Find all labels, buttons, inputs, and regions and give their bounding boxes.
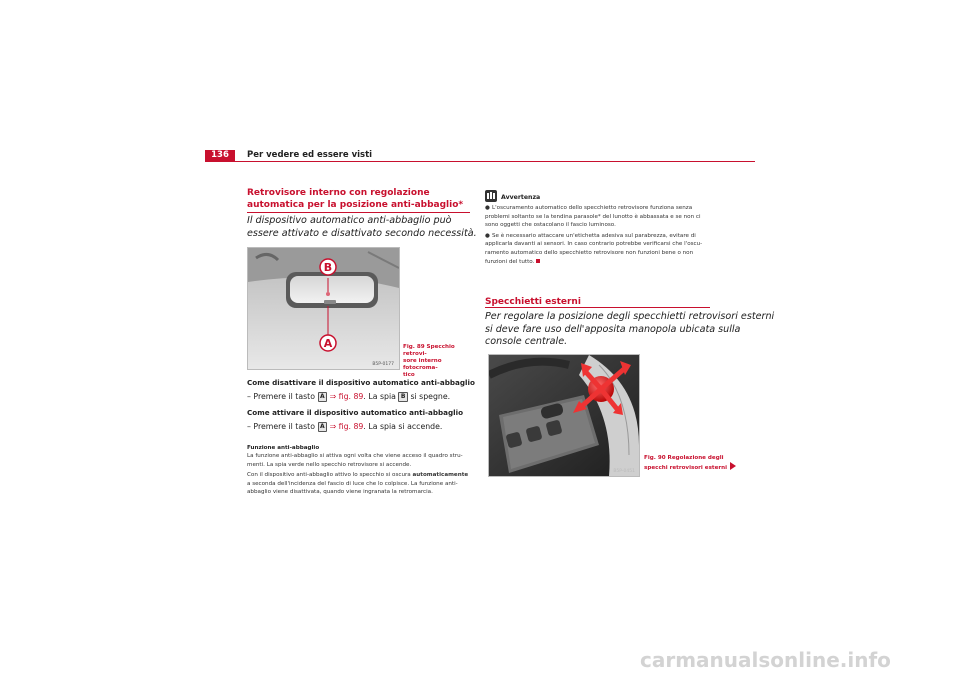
callout-b: B [323,261,333,274]
watermark: carmanualsonline.info [640,648,891,672]
section-rule-left [247,212,470,213]
bullet-icon: ● [485,205,490,211]
end-marker-icon [536,259,540,263]
disable-title: Come disattivare il dispositivo automatico anti-abbaglio [247,378,475,387]
rearview-mirror-illustration [248,248,399,369]
info-title: Funzione anti-abbaglio [247,445,320,451]
lamp-tag-b: B [398,392,408,402]
enable-title: Come attivare il dispositivo automatico anti-abbaglio [247,408,464,417]
subheading-exterior-mirrors: Per regolare la posizione degli specchietti retrovisori esterni si deve fare uso dell'apposita manopola ubicata sulla console centrale. [485,311,775,347]
bullet-icon: ● [485,232,490,239]
info-body: La funzione anti-abbaglio si attiva ogni volta che viene acceso il quadro stru- menti. La spia verde nello specchio retrovisore si accende. Con il dispositivo anti-abbaglio attivo lo specchio si oscura automaticamente a seconda dell'incidenza del fascio di luce che lo colpisce. La funzione anti- abbaglio viene disattivata, quando viene ingranata la retromarcia. [247,453,469,496]
button-tag-a: A [318,392,328,402]
running-title: Per vedere ed essere visti [247,150,373,160]
figure-code: B5P-0451 [613,469,635,474]
header-rule [205,161,755,162]
figure-89 [247,247,400,370]
page-number: 136 [205,150,235,161]
figure-89-caption: Fig. 89 Specchio retrovi- sore interno fotocroma- tico [403,344,455,378]
fig-89-ref[interactable]: ⇒ fig. 89 [329,392,364,401]
enable-step: – Premere il tasto A ⇒ fig. 89. La spia si accende. [247,422,443,431]
figure-code: B5P-0177 [372,362,394,367]
warning-title: Avvertenza [501,194,541,201]
button-tag-a: A [318,422,328,432]
section-rule-right [485,307,710,308]
continue-arrow-icon[interactable] [730,462,736,470]
info-icon [485,190,497,202]
figure-90 [488,354,640,477]
callout-a: A [323,337,333,350]
section-title-exterior-mirrors: Specchietti esterni [485,297,581,307]
warning-note: Avvertenza ● L'oscuramento automatico dello specchietto retrovisore funziona senza problemi soltanto se la tendina parasole* del lunotto è abbassata e se non ci sono oggetti che ostacolano il fascio luminoso. ● Se è necessario attaccare un'etichetta adesiva sul parabrezza, evitare di applicarla davanti ai sensori. In caso contrario potrebbe verificarsi che l'oscu- ramento automatico dello specchietto retrovisore non funzioni bene o non funzioni del tutto. [485,190,715,266]
fig-89-ref[interactable]: ⇒ fig. 89 [329,422,364,431]
section-title-rearview: Retrovisore interno con regolazione automatica per la posizione anti-abbaglio* [247,188,464,210]
mirror-adjust-knob-illustration [489,355,639,476]
disable-step: – Premere il tasto A ⇒ fig. 89. La spia B si spegne. [247,392,451,401]
subheading-rearview: Il dispositivo automatico anti-abbaglio può essere attivato e disattivato secondo necessità. [247,215,477,239]
figure-90-caption: Fig. 90 Regolazione degli specchi retrovisori esterni [644,455,724,472]
